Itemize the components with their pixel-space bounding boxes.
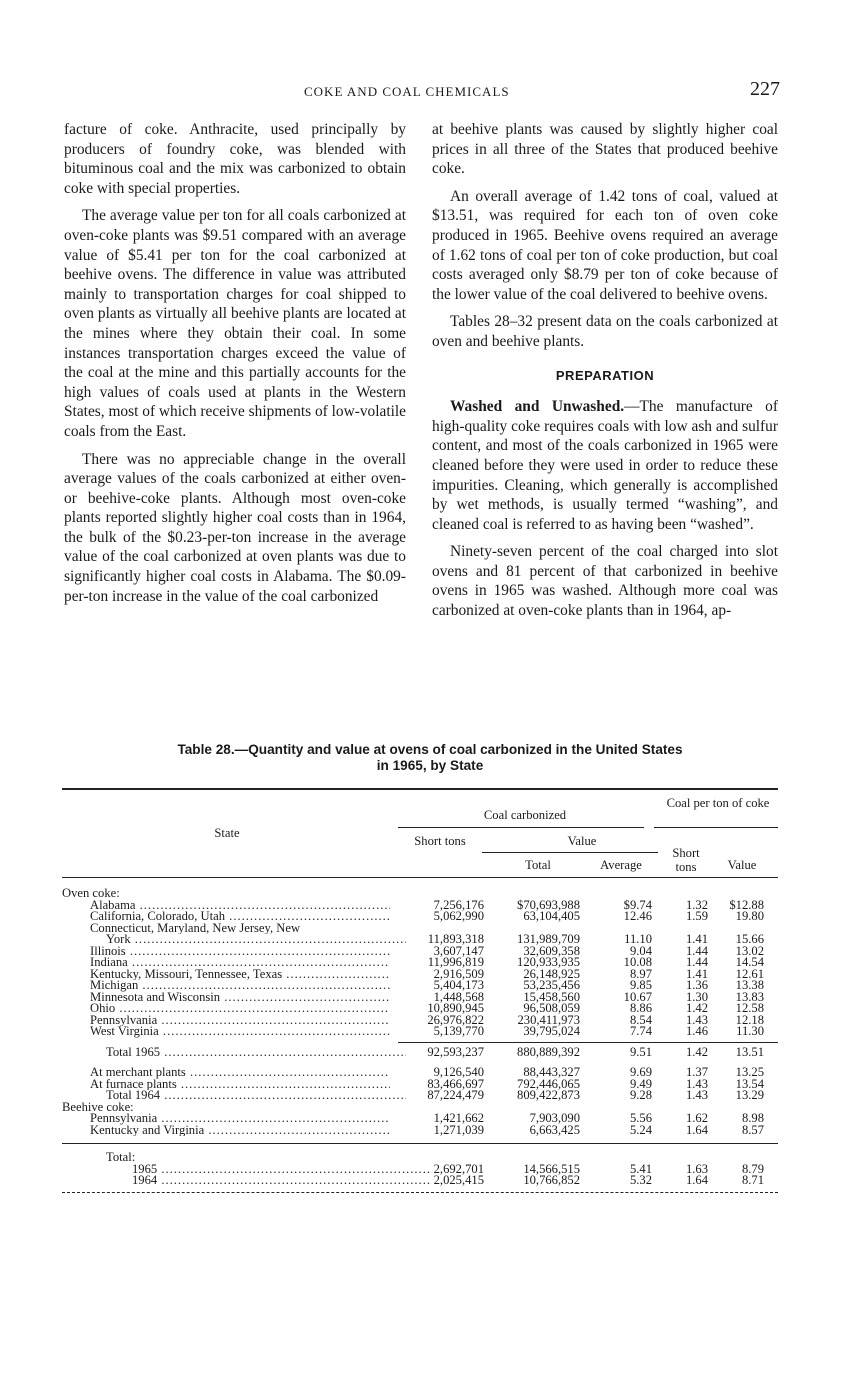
per-ton-value: 13.54 xyxy=(735,1076,764,1091)
per-ton-value: 11.30 xyxy=(736,1024,764,1038)
per-ton-value: 8.79 xyxy=(741,1161,764,1176)
short-tons: 26,976,822 xyxy=(427,1012,484,1027)
per-ton-short-tons: 1.30 xyxy=(685,989,708,1004)
table-row xyxy=(62,1067,778,1079)
row-label: Kentucky, Missouri, Tennessee, Texas ..... xyxy=(90,969,390,981)
spacer xyxy=(62,1058,778,1067)
table-rule xyxy=(398,827,644,828)
per-ton-value: 12.58 xyxy=(735,1001,764,1015)
value-average: 5.56 xyxy=(629,1111,652,1125)
header-total: Total xyxy=(525,858,551,872)
short-tons: 83,466,697 xyxy=(427,1076,484,1091)
row-label: Ohio ..... xyxy=(90,1003,390,1015)
header-coal-carbonized: Coal carbonized xyxy=(483,808,567,822)
value-average: 11.10 xyxy=(624,932,652,946)
per-ton-value: 15.66 xyxy=(735,932,764,946)
per-ton-value: 13.25 xyxy=(735,1065,764,1079)
per-ton-short-tons: 1.64 xyxy=(685,1122,708,1137)
row-label: West Virginia ..... xyxy=(90,1026,390,1038)
value-total: 230,411,973 xyxy=(517,1012,580,1027)
short-tons: 2,692,701 xyxy=(433,1161,484,1176)
table-row xyxy=(62,1044,778,1059)
per-ton-short-tons: 1.43 xyxy=(685,1012,708,1027)
paragraph: The average value per ton for all coals carbonized at oven-coke plants was $9.51 compared with an average value of $5.41 per ton for the coal carbonized at beehive ovens. The difference in value was attributed mainly to transportation charges for coal shipped to oven plants as virtually all beehive plants are located at the mines where they obtain their coal. In some instances transportation charges exceed the value of the coal at the mine and this partially accounts for the high values of coals used at plants in the Western States, most of which receive shipments of low-volatile coals from the East. xyxy=(64,207,406,440)
per-ton-short-tons: 1.37 xyxy=(685,1065,708,1079)
value-total: 15,458,560 xyxy=(523,989,580,1004)
category-label: Beehive coke: xyxy=(62,1101,134,1113)
value-average: 10.08 xyxy=(623,955,652,969)
per-ton-short-tons: 1.32 xyxy=(685,897,708,912)
page-header xyxy=(64,78,780,106)
short-tons: 3,607,147 xyxy=(433,943,484,958)
short-tons: 5,404,173 xyxy=(433,978,484,992)
per-ton-value: 13.51 xyxy=(735,1044,764,1059)
paragraph: An overall average of 1.42 tons of coal, valued at $13.51, was required for each ton of oven coke produced in 1965. Beehive ovens required an average of 1.62 tons of coal per ton of coke production, but coal costs averaged only $8.79 per ton of coke because of the lower value of the coal delivered to beehive ovens. xyxy=(432,187,778,303)
table-row xyxy=(62,980,778,992)
short-tons: 9,126,540 xyxy=(433,1065,484,1079)
row-label: Alabama ..... xyxy=(90,900,390,912)
header-short-tons-2: Short tons xyxy=(672,846,700,874)
header-value-2: Value xyxy=(727,858,757,872)
table-row xyxy=(62,1090,778,1102)
per-ton-value: 19.80 xyxy=(735,909,764,923)
short-tons: 87,224,479 xyxy=(427,1088,484,1102)
per-ton-value: 13.29 xyxy=(735,1088,764,1102)
paragraph: at beehive plants was caused by slightly higher coal prices in all three of the States that produced beehive coke. xyxy=(432,121,778,178)
per-ton-short-tons: 1.63 xyxy=(685,1161,708,1176)
value-total: 14,566,515 xyxy=(523,1161,580,1176)
run-in-heading: Washed and Unwashed. xyxy=(450,398,625,416)
header-state: State xyxy=(214,826,240,840)
value-total: 880,889,392 xyxy=(517,1044,580,1059)
per-ton-value: 8.98 xyxy=(741,1111,764,1125)
row-label: York ..... xyxy=(106,934,406,946)
per-ton-value: 8.71 xyxy=(741,1173,764,1187)
value-average: 8.86 xyxy=(629,1001,652,1015)
per-ton-value: 13.38 xyxy=(735,978,764,992)
per-ton-value: $12.88 xyxy=(729,897,764,912)
table-row xyxy=(62,1122,778,1137)
per-ton-value: 12.61 xyxy=(735,966,764,981)
right-column xyxy=(432,120,778,629)
row-label: 1964 ..... xyxy=(132,1175,432,1187)
value-total: 39,795,024 xyxy=(523,1024,580,1038)
row-label: California, Colorado, Utah ..... xyxy=(90,911,390,923)
per-ton-short-tons: 1.41 xyxy=(685,966,708,981)
value-total: 96,508,059 xyxy=(523,1001,580,1015)
per-ton-short-tons: 1.62 xyxy=(685,1111,708,1125)
spacer xyxy=(62,1187,778,1197)
value-total: 10,766,852 xyxy=(523,1173,580,1187)
short-tons: 1,421,662 xyxy=(433,1111,484,1125)
short-tons: 11,893,318 xyxy=(427,932,484,946)
value-average: 8.54 xyxy=(629,1012,652,1027)
short-tons: 5,139,770 xyxy=(433,1024,484,1038)
table-row xyxy=(62,1026,778,1038)
value-total: 63,104,405 xyxy=(523,909,580,923)
table-row xyxy=(62,1012,778,1027)
per-ton-short-tons: 1.43 xyxy=(685,1076,708,1091)
value-total: 120,933,935 xyxy=(517,955,580,969)
per-ton-short-tons: 1.59 xyxy=(685,909,708,923)
per-ton-value: 12.18 xyxy=(735,1012,764,1027)
table-row xyxy=(62,923,778,935)
per-ton-value: 13.83 xyxy=(735,989,764,1004)
row-label: Indiana ..... xyxy=(90,957,390,969)
spacer xyxy=(62,1136,778,1152)
short-tons: 5,062,990 xyxy=(433,909,484,923)
table-row xyxy=(62,1113,778,1125)
row-label: Michigan ..... xyxy=(90,980,390,992)
short-tons: 1,271,039 xyxy=(433,1122,484,1137)
table-body xyxy=(62,888,778,1197)
value-average: 7.74 xyxy=(629,1024,652,1038)
value-total: 7,903,090 xyxy=(529,1111,580,1125)
row-label: Total 1964 ..... xyxy=(106,1090,406,1102)
table-row xyxy=(62,989,778,1004)
row-label: Total 1965 ..... xyxy=(106,1047,406,1059)
value-average: 9.04 xyxy=(629,943,652,958)
page-number: 227 xyxy=(750,78,780,100)
header-short-tons: Short tons xyxy=(414,834,466,848)
table-row xyxy=(62,1003,778,1015)
table-row xyxy=(62,1076,778,1091)
value-average: 5.41 xyxy=(629,1161,652,1176)
value-average: 10.67 xyxy=(623,989,652,1004)
value-total: 26,148,925 xyxy=(523,966,580,981)
header-coal-per-ton: Coal per ton of coke xyxy=(666,796,770,810)
per-ton-short-tons: 1.46 xyxy=(685,1024,708,1038)
table-rule xyxy=(62,789,778,790)
table-title-line: in 1965, by State xyxy=(376,758,484,773)
row-label: At merchant plants ..... xyxy=(90,1067,390,1079)
per-ton-value: 13.02 xyxy=(735,943,764,958)
per-ton-value: 14.54 xyxy=(735,955,764,969)
section-heading: PREPARATION xyxy=(555,367,655,383)
table-row xyxy=(62,966,778,981)
paragraph xyxy=(432,397,778,534)
value-average: 5.32 xyxy=(629,1173,652,1187)
value-average: 5.24 xyxy=(629,1122,652,1137)
header-average: Average xyxy=(600,858,642,872)
left-column xyxy=(64,120,406,614)
row-label: Connecticut, Maryland, New Jersey, New xyxy=(90,922,301,934)
value-total: 809,422,873 xyxy=(517,1088,580,1102)
table-row xyxy=(62,943,778,958)
spacer xyxy=(62,1038,778,1047)
value-average: 12.46 xyxy=(623,909,652,923)
table-title-line: Table 28.—Quantity and value at ovens of coal carbonized in the United States xyxy=(177,742,683,757)
value-average: 8.97 xyxy=(629,966,652,981)
short-tons: 10,890,945 xyxy=(427,1001,484,1015)
per-ton-short-tons: 1.42 xyxy=(685,1001,708,1015)
table-title xyxy=(100,742,760,774)
table-rule xyxy=(482,852,658,853)
short-tons: 92,593,237 xyxy=(427,1044,484,1059)
value-average: 9.28 xyxy=(629,1088,652,1102)
per-ton-short-tons: 1.43 xyxy=(685,1088,708,1102)
value-total: 88,443,327 xyxy=(523,1065,580,1079)
table-row xyxy=(62,1152,778,1164)
value-total: 131,989,709 xyxy=(517,932,580,946)
paragraph: facture of coke. Anthracite, used principally by producers of foundry coke, was blended with bituminous coal and the mix was carbonized to obtain coke with special properties. xyxy=(64,121,406,197)
table-row xyxy=(62,1175,778,1187)
table-row xyxy=(62,957,778,969)
row-label: Pennsylvania ..... xyxy=(90,1015,390,1027)
table-row xyxy=(62,911,778,923)
subtotal-rule xyxy=(398,1042,778,1043)
table-row xyxy=(62,897,778,912)
row-label: Illinois ..... xyxy=(90,946,390,958)
paragraph: There was no appreciable change in the overall average values of the coals carbonized at either oven- or beehive-coke plants. Although most oven-coke plants reported slightly higher coal costs than in 1964, the bulk of the $0.23-per-ton increase in the average value of the coal carbonized at oven plants was due to significantly higher coal costs in Alabama. The $0.09-per-ton increase in the value of the coal carbonized xyxy=(64,450,406,605)
per-ton-short-tons: 1.41 xyxy=(685,932,708,946)
table-row xyxy=(62,1102,778,1114)
category-label: Oven coke: xyxy=(62,888,120,900)
table-row xyxy=(62,1161,778,1176)
per-ton-short-tons: 1.42 xyxy=(685,1044,708,1059)
value-average: $9.74 xyxy=(623,897,652,912)
value-average: 9.85 xyxy=(629,978,652,992)
short-tons: 1,448,568 xyxy=(433,989,484,1004)
running-title: COKE AND COAL CHEMICALS xyxy=(304,84,510,99)
paragraph: Tables 28–32 present data on the coals carbonized at oven and beehive plants. xyxy=(432,313,778,350)
paragraph-text: —The manufacture of high-quality coke requires coals with low ash and sulfur content, and most of the coals carbonized in 1965 were cleaned before they were used in order to reduce these impurities. Cleaning, which generally is accomplished by wet methods, is usually termed “washing”, and cleaned coal is referred to as having been “washed”. xyxy=(432,398,778,533)
per-ton-value: 8.57 xyxy=(741,1122,764,1137)
short-tons: 2,025,415 xyxy=(433,1173,484,1187)
header-value: Value xyxy=(567,834,597,848)
value-total: 32,609,358 xyxy=(523,943,580,958)
row-label: 1965 ..... xyxy=(132,1164,432,1176)
short-tons: 2,916,509 xyxy=(433,966,484,981)
value-total: 6,663,425 xyxy=(529,1122,580,1137)
per-ton-short-tons: 1.44 xyxy=(685,955,708,969)
table-row xyxy=(62,888,778,900)
row-label: Minnesota and Wisconsin ..... xyxy=(90,992,390,1004)
row-label: At furnace plants ..... xyxy=(90,1079,390,1091)
value-average: 9.51 xyxy=(629,1044,652,1059)
per-ton-short-tons: 1.36 xyxy=(685,978,708,992)
short-tons: 11,996,819 xyxy=(427,955,484,969)
value-average: 9.49 xyxy=(629,1076,652,1091)
value-total: $70,693,988 xyxy=(517,897,580,912)
paragraph: Ninety-seven percent of the coal charged into slot ovens and 81 percent of that carbonized in beehive ovens in 1965 was washed. Although more coal was carbonized at oven-coke plants than in 1964, ap- xyxy=(432,543,778,620)
category-label: Total: xyxy=(106,1152,136,1164)
value-average: 9.69 xyxy=(629,1065,652,1079)
value-total: 792,446,065 xyxy=(517,1076,580,1091)
table-row xyxy=(62,934,778,946)
short-tons: 7,256,176 xyxy=(433,897,484,912)
table-rule xyxy=(654,827,778,828)
row-label: Kentucky and Virginia ..... xyxy=(90,1125,390,1137)
row-label: Pennsylvania ..... xyxy=(90,1113,390,1125)
per-ton-short-tons: 1.64 xyxy=(685,1173,708,1187)
per-ton-short-tons: 1.44 xyxy=(685,943,708,958)
bottom-rule xyxy=(62,1192,778,1193)
table-rule xyxy=(62,877,778,878)
value-total: 53,235,456 xyxy=(523,978,580,992)
section-rule xyxy=(62,1143,778,1144)
